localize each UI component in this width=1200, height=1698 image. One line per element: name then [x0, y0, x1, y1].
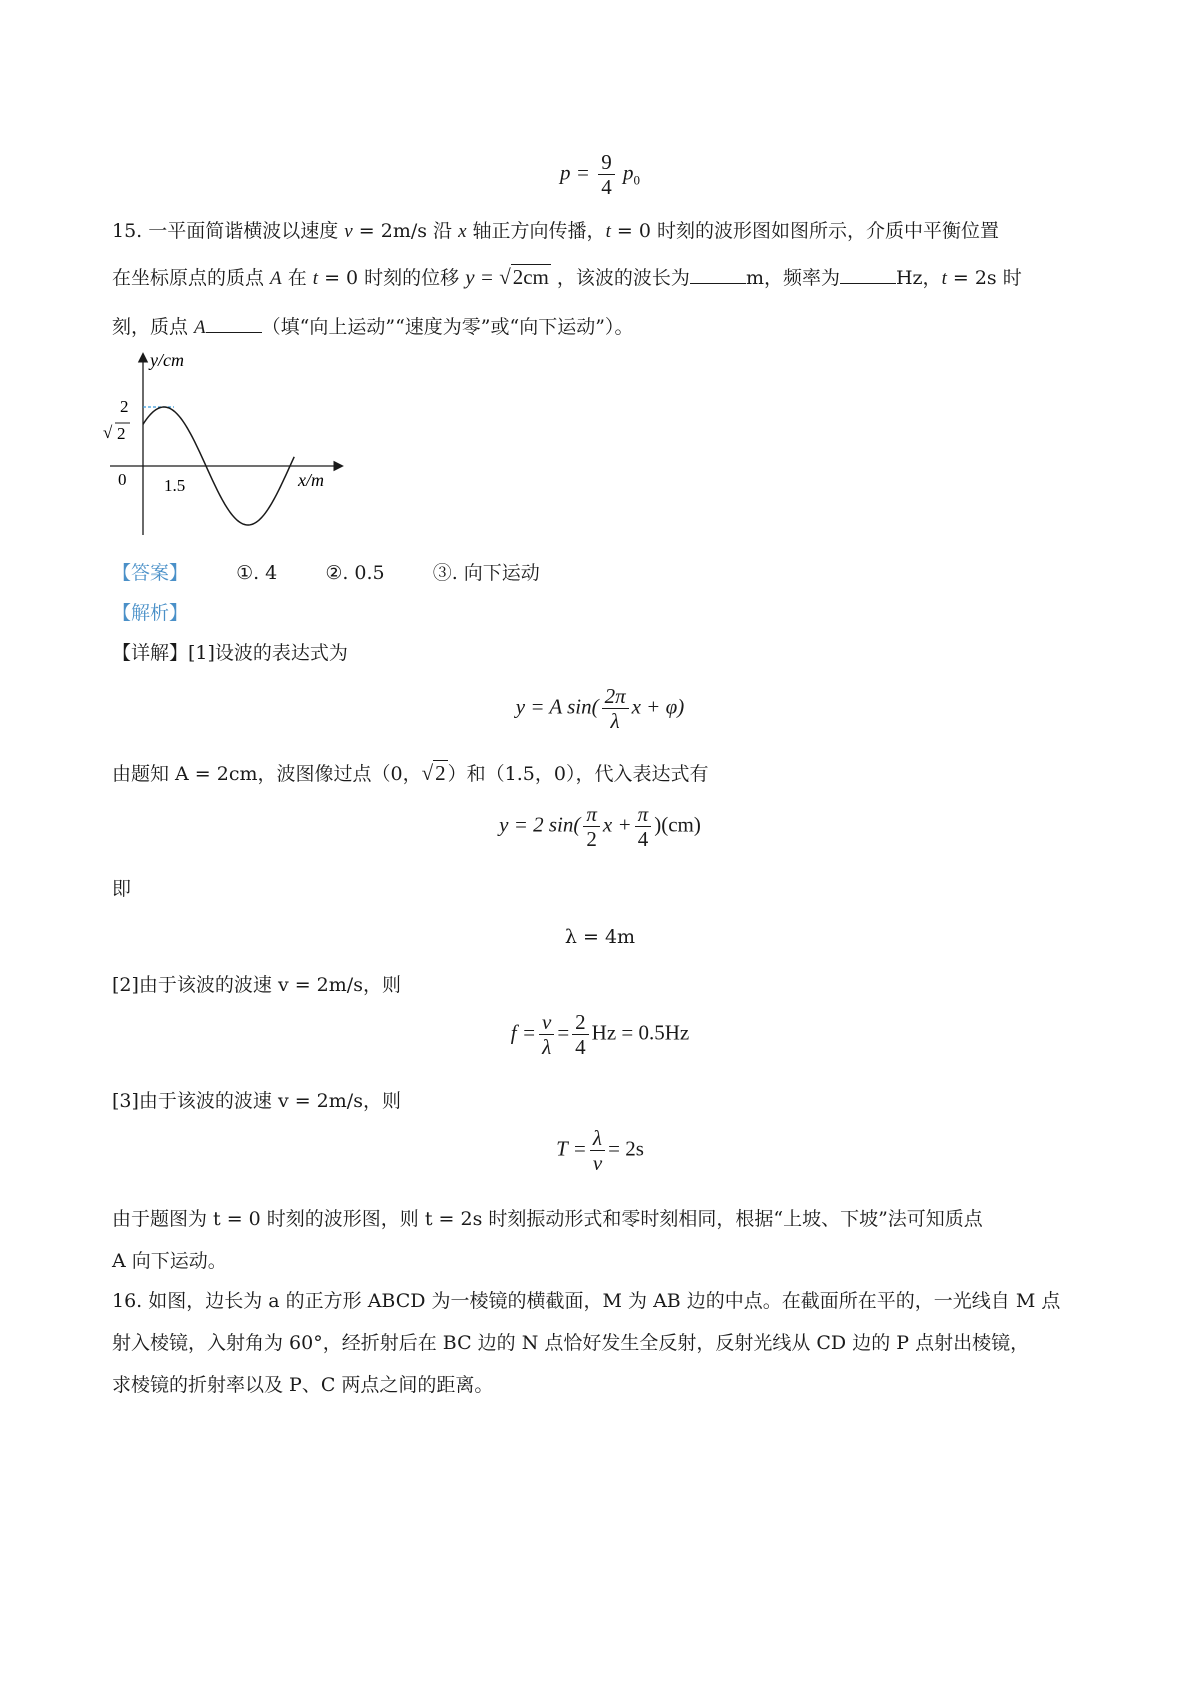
q15-line-1: [112, 216, 999, 247]
eq5-lhs: T =: [556, 1136, 587, 1161]
formula-fraction: [598, 150, 615, 199]
q15-text: ，该波的波长为: [550, 267, 690, 289]
q15-text: 在坐标原点的质点: [112, 267, 271, 289]
fraction-numerator: λ: [590, 1126, 605, 1151]
eq2-fraction-1: [583, 802, 600, 851]
detail-line-1: 【详解】[1]设波的表达式为: [112, 642, 348, 664]
fraction-denominator: 4: [601, 175, 612, 199]
eq2-lhs: y = 2 sin(: [499, 812, 581, 837]
symbol-t: t: [941, 268, 947, 289]
fraction-denominator: λ: [542, 1035, 552, 1059]
tick-label-sqrt2-radical: √: [103, 423, 113, 442]
x-axis-label: x/m: [298, 470, 324, 490]
sqrt-radicand: 2cm: [512, 265, 549, 289]
q15-text: = 0 时刻的位移: [318, 267, 466, 289]
formula-subscript: 0: [633, 172, 640, 188]
eq4-fraction-2: [572, 1010, 589, 1059]
blank-motion[interactable]: [206, 314, 262, 333]
formula-lhs: p =: [560, 160, 590, 185]
tick-label-1-5: 1.5: [164, 476, 186, 495]
tick-label-sqrt2: 2: [117, 424, 126, 443]
eq1-rhs: x + φ): [631, 694, 685, 719]
wave-graph: [100, 350, 380, 540]
q16-line-1: 16. 如图，边长为 a 的正方形 ABCD 为一棱镜的横截面，M 为 AB 边的中点。在截面所在平的，一光线自 M 点: [112, 1290, 1061, 1312]
eq4-lhs: f =: [510, 1020, 536, 1045]
fraction-denominator: v: [592, 1151, 603, 1175]
symbol-A: A: [270, 268, 282, 289]
symbol-t: t: [312, 268, 319, 289]
fraction-denominator: 2: [586, 827, 597, 851]
fraction-denominator: λ: [610, 709, 620, 733]
sqrt-expression: √2cm: [499, 265, 549, 289]
y-axis-label: y/cm: [150, 350, 184, 370]
formula-rhs: p: [622, 160, 634, 185]
q16-line-3: 求棱镜的折射率以及 P、C 两点之间的距离。: [112, 1374, 494, 1396]
q15-text: = 2m/s 沿: [352, 220, 459, 242]
fraction-numerator: 2: [572, 1010, 589, 1035]
symbol-t: t: [605, 221, 611, 242]
q16-line-2: 射入棱镜，入射角为 60°，经折射后在 BC 边的 N 点恰好发生全反射，反射光线从 CD 边的 P 点射出棱镜，: [112, 1332, 1030, 1354]
answer-label: 【答案】: [112, 562, 189, 584]
equation-5: [0, 1126, 1200, 1175]
fraction-numerator: v: [539, 1010, 554, 1035]
detail-line-2: [112, 758, 708, 789]
eq5-rhs: = 2s: [608, 1136, 644, 1161]
blank-wavelength[interactable]: [690, 265, 746, 284]
eq2-mid: x +: [602, 812, 632, 837]
symbol-v: v: [344, 221, 353, 242]
answer-3: ③. 向下运动: [432, 562, 540, 584]
detail-line-5: [3]由于该波的波速 v = 2m/s，则: [112, 1090, 401, 1112]
fraction-numerator: 9: [598, 150, 615, 175]
fraction-numerator: 2π: [602, 684, 629, 709]
fraction-numerator: π: [583, 802, 600, 827]
eq1-lhs: y = A sin(: [515, 694, 599, 719]
eq4-fraction-1: [539, 1010, 554, 1059]
q15-text: 轴正方向传播，: [466, 220, 606, 242]
sqrt-radicand: 2: [435, 761, 446, 785]
tick-label-2: 2: [120, 397, 129, 416]
symbol-x: x: [458, 221, 467, 242]
eq4-rhs: Hz = 0.5Hz: [591, 1020, 690, 1045]
eq1-fraction: [602, 684, 629, 733]
equation-4: [0, 1010, 1200, 1059]
equation-2: [0, 802, 1200, 851]
fraction-numerator: π: [635, 802, 652, 827]
detail-line-6: 由于题图为 t = 0 时刻的波形图，则 t = 2s 时刻振动形式和零时刻相同，根据“上坡、下坡”法可知质点: [112, 1208, 983, 1230]
prev-answer-formula: [0, 150, 1200, 199]
formula-y: y =: [465, 265, 500, 289]
q15-text: 刻，质点: [112, 316, 195, 338]
sqrt-expression: √2: [421, 761, 446, 785]
eq2-fraction-2: [635, 802, 652, 851]
q15-text: 15. 一平面简谐横波以速度: [112, 220, 345, 242]
symbol-A: A: [194, 317, 206, 338]
q15-text: （填“向上运动”“速度为零”或“向下运动”）。: [261, 316, 634, 338]
answer-1: ①. 4: [236, 562, 278, 584]
eq5-fraction: [590, 1126, 605, 1175]
equation-3: λ = 4m: [564, 926, 636, 948]
blank-frequency[interactable]: [840, 265, 896, 284]
detail-text: 由题知 A = 2cm，波图像过点（0，: [112, 763, 422, 785]
q15-text: = 2s 时: [946, 267, 1022, 289]
eq2-rhs: )(cm): [654, 812, 701, 837]
eq4-mid: =: [557, 1020, 570, 1045]
origin-label: 0: [118, 470, 127, 489]
q15-text: Hz，: [895, 267, 942, 289]
analysis-label: 【解析】: [112, 602, 189, 624]
detail-text: ）和（1.5，0），代入表达式有: [447, 763, 709, 785]
q15-line-2: [112, 262, 1022, 294]
q15-text: = 0 时刻的波形图如图所示，介质中平衡位置: [610, 220, 999, 242]
answer-line: [112, 558, 540, 588]
detail-line-7: A 向下运动。: [112, 1250, 227, 1272]
detail-line-4: [2]由于该波的波速 v = 2m/s，则: [112, 974, 401, 996]
q15-line-3: [112, 312, 633, 343]
q15-text: m，频率为: [745, 267, 840, 289]
fraction-denominator: 4: [637, 827, 649, 851]
q15-text: 在: [281, 267, 313, 289]
detail-line-3: 即: [112, 878, 132, 900]
equation-1: [0, 684, 1200, 733]
answer-2: ②. 0.5: [325, 562, 385, 584]
fraction-denominator: 4: [575, 1035, 586, 1059]
